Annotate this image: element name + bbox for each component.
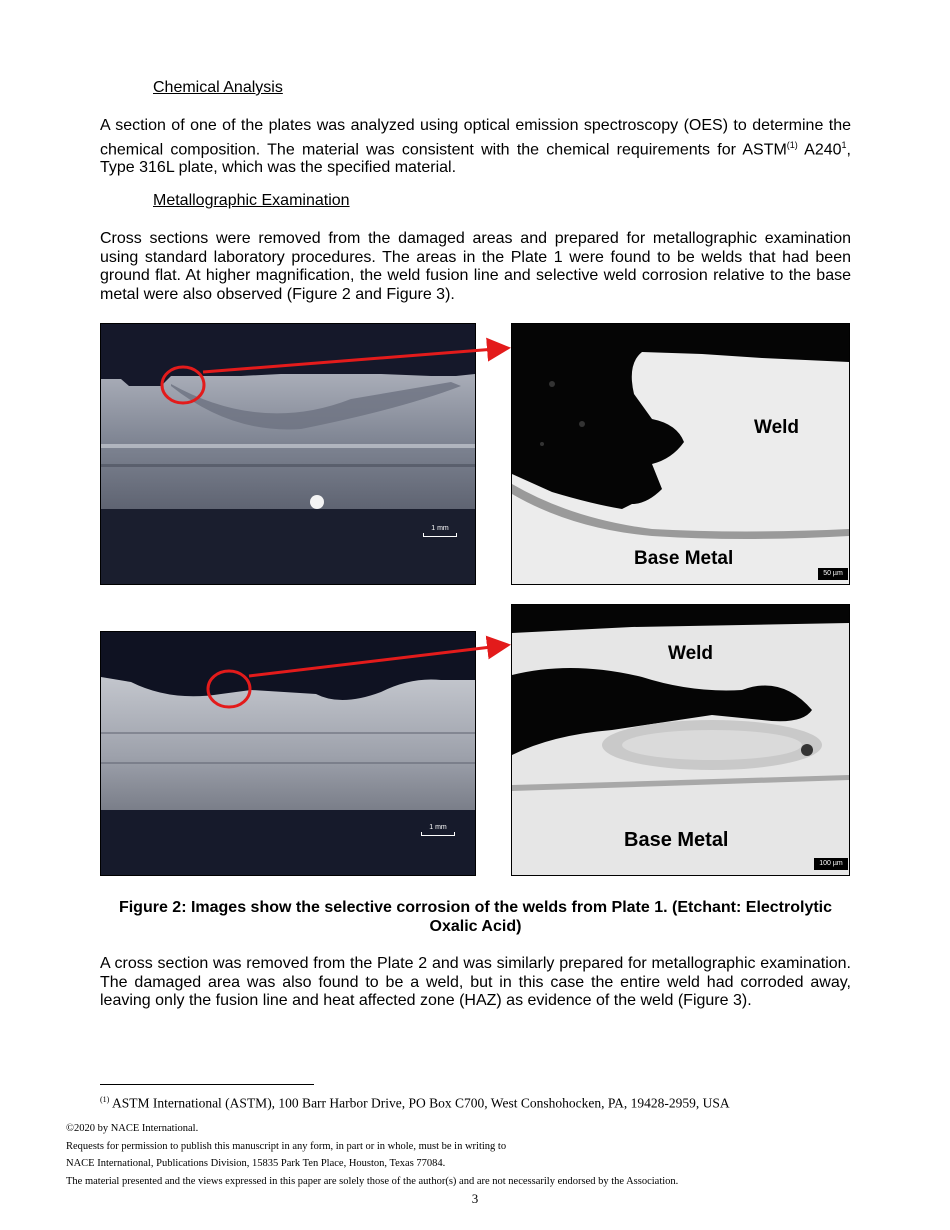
footer-line: The material presented and the views expressed in this paper are solely those of the author(s) and are not necessarily endorsed by the Association.: [66, 1175, 679, 1187]
section-heading-metallographic: Metallographic Examination: [153, 192, 350, 209]
weld-label: Weld: [754, 417, 800, 438]
page-footer: [66, 1120, 678, 1190]
footnote: [100, 1095, 860, 1112]
scale-bar-label: 1 mm: [431, 525, 449, 532]
reference-mark: 1: [841, 139, 847, 150]
page-number: 3: [471, 1191, 479, 1206]
paragraph-text: , Type 316L plate, which was the specified material.: [100, 140, 851, 177]
section-heading-chemical-analysis: Chemical Analysis: [153, 79, 283, 96]
paragraph-text: A section of one of the plates was analyzed using optical emission spectroscopy (OES) to determine the chemical composition. The material was consistent with the chemical requirements for ASTM: [100, 117, 851, 158]
footnote-mark: (1): [100, 1095, 110, 1104]
highlight-circle: [162, 367, 204, 403]
scale-bar: 100 µm: [814, 858, 848, 870]
footer-copyright: ©2020 by NACE International.: [66, 1123, 199, 1134]
footnote-divider: [100, 1084, 314, 1085]
weld-label: Weld: [668, 643, 714, 664]
callout-arrow: [203, 348, 508, 372]
footer-line: Requests for permission to publish this manuscript in any form, in part or in whole, must be in writing to: [66, 1140, 507, 1152]
highlight-circle: [208, 671, 250, 707]
callout-arrow: [249, 645, 508, 676]
paragraph-text: A240: [797, 140, 842, 158]
footnote-mark: (1): [786, 139, 798, 150]
footer-line: NACE International, Publications Division, 15835 Park Ten Place, Houston, Texas 77084.: [66, 1158, 446, 1169]
scale-bar: 50 µm: [818, 568, 848, 580]
paragraph-plate2: A cross section was removed from the Plate 2 and was similarly prepared for metallographic examination. The damaged area was also found to be a weld, but in this case the entire weld had corroded away, leaving only the fusion line and heat affected zone (HAZ) as evidence of the weld (Figure 3).: [100, 955, 851, 1009]
base-metal-label: Base Metal: [634, 548, 734, 569]
scale-bar-label: 1 mm: [429, 824, 447, 831]
figure-caption: Figure 2: Images show the selective corrosion of the welds from Plate 1. (Etchant: Electrolytic Oxalic Acid): [118, 899, 833, 935]
footnote-text: ASTM International (ASTM), 100 Barr Harbor Drive, PO Box C700, West Conshohocken, PA, 19428-2959, USA: [109, 1095, 730, 1111]
base-metal-label: Base Metal: [624, 829, 729, 851]
paragraph-metallographic: Cross sections were removed from the damaged areas and prepared for metallographic examination using standard laboratory procedures. The areas in the Plate 1 were found to be welds that had been ground flat. At higher magnification, the weld fusion line and selective weld corrosion relative to the base metal were also observed (Figure 2 and Figure 3).: [100, 230, 851, 303]
